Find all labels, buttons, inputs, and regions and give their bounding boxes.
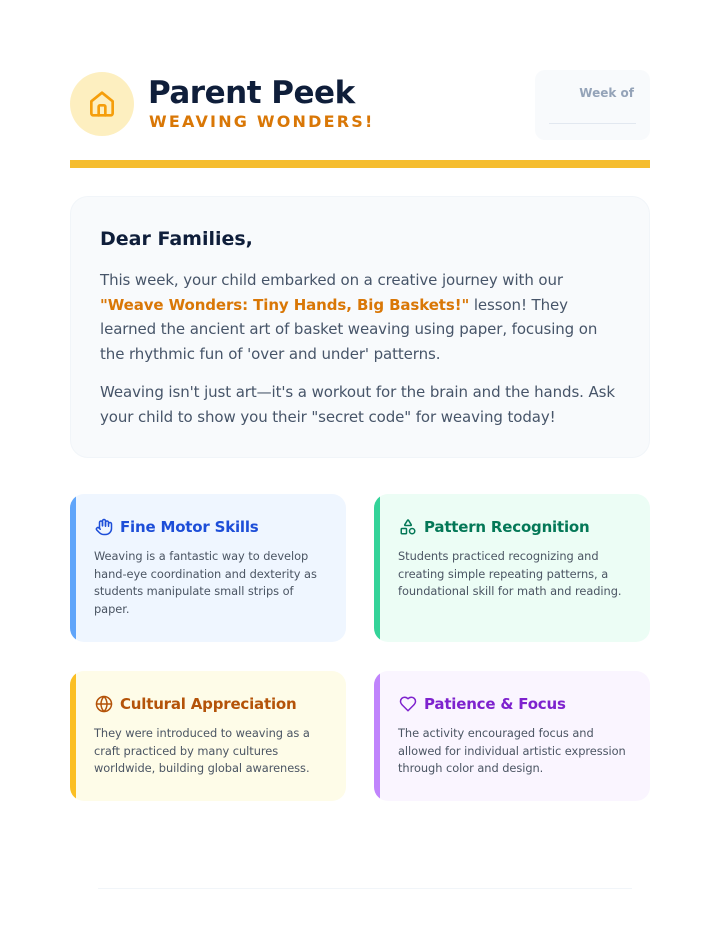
letter-paragraph-2: Weaving isn't just art—it's a workout for the brain and the hands. Ask your child to show you their "secret code" for weaving today!	[100, 383, 615, 426]
lesson-title: "Weave Wonders: Tiny Hands, Big Baskets!"	[100, 295, 470, 314]
skill-title: Fine Motor Skills	[120, 518, 259, 536]
logo	[70, 72, 134, 136]
footer-divider	[98, 888, 632, 889]
week-of-field[interactable]	[535, 70, 650, 140]
skill-card-patience-focus	[374, 671, 650, 801]
card-accent-bar	[70, 494, 76, 642]
page-subtitle: WEAVING WONDERS!	[149, 112, 375, 131]
skill-title: Pattern Recognition	[424, 518, 590, 536]
hand-icon	[94, 517, 114, 537]
home-icon	[86, 88, 118, 120]
skill-description: They were introduced to weaving as a craft practiced by many cultures worldwide, building global awareness.	[94, 726, 310, 776]
skill-description: The activity encouraged focus and allowed for individual artistic expression through color and design.	[398, 726, 626, 776]
header	[70, 70, 650, 142]
heart-icon	[398, 694, 418, 714]
skill-title: Cultural Appreciation	[120, 695, 297, 713]
card-accent-bar	[70, 671, 76, 801]
letter-greeting: Dear Families,	[100, 228, 253, 250]
globe-icon	[94, 694, 114, 714]
skill-description: Weaving is a fantastic way to develop hand-eye coordination and dexterity as students manipulate small strips of paper.	[94, 549, 317, 617]
letter-p1-rest: lesson! They learned the ancient art of basket weaving using paper, focusing on the rhythmic fun of 'over and under' patterns.	[100, 295, 598, 363]
letter-card	[70, 196, 650, 458]
card-accent-bar	[374, 494, 380, 642]
header-divider	[70, 160, 650, 168]
week-of-label: Week of	[579, 86, 634, 100]
skill-title: Patience & Focus	[424, 695, 566, 713]
page-title: Parent Peek	[148, 75, 355, 111]
skill-description: Students practiced recognizing and creating simple repeating patterns, a foundational skill for math and reading.	[398, 549, 622, 599]
letter-paragraph-1	[100, 268, 620, 366]
skill-card-cultural-appreciation	[70, 671, 346, 801]
shapes-icon	[398, 517, 418, 537]
skill-card-fine-motor	[70, 494, 346, 642]
card-accent-bar	[374, 671, 380, 801]
letter-p1-intro: This week, your child embarked on a creative journey with our	[100, 271, 563, 289]
week-of-underline	[549, 123, 636, 124]
skill-card-pattern-recognition	[374, 494, 650, 642]
